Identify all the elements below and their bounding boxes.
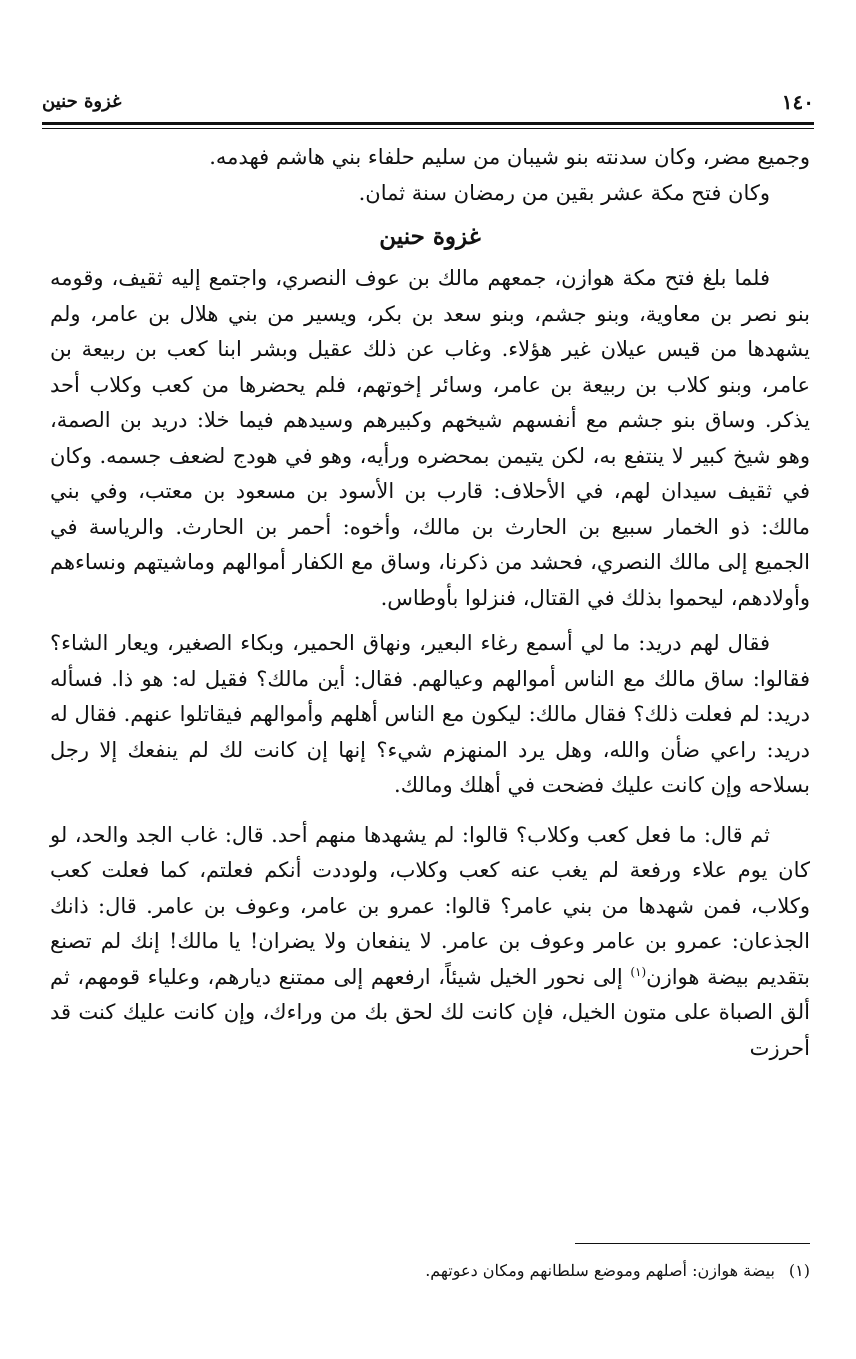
body-paragraph-3-part-2: إلى نحور الخيل شيئاً، ارفعهم إلى ممتنع ديارهم، وعلياء قومهم، ثم ألق الصباة على متون الخيل، فإن كانت لك لحق بك من وراءك، وإن كانت عليك كنت قد أحرزت (50, 964, 810, 1060)
body-paragraph-2: فقال لهم دريد: ما لي أسمع رغاء البعير، ونهاق الحمير، وبكاء الصغير، ويعار الشاء؟ فقالوا: ساق مالك مع الناس أموالهم وعيالهم. فقال: أين مالك؟ فقيل له: هو ذا. فسأله دريد: لم فعلت ذلك؟ فقال مالك: ليكون مع الناس أهلهم وأموالهم فيقاتلوا عنهم. فقال له دريد: راعي ضأن والله، وهل يرد المنهزم شيء؟ إنها إن كانت لك لم ينفعك إلا رجل بسلاحه وإن كانت عليك فضحت في أهلك ومالك. (50, 631, 810, 797)
footnote-reference[interactable]: (١) (630, 964, 647, 979)
page-body (50, 140, 810, 1066)
page-number: ١٤٠ (781, 90, 814, 114)
body-paragraph-3-part-1: ثم قال: ما فعل كعب وكلاب؟ قالوا: لم يشهدها منهم أحد. قال: غاب الجد والحد، لو كان يوم علاء ورفعة لم يغب عنه كعب وكلاب، ولوددت أنكم فعلتم، كما فعلت كعب وكلاب، فمن شهدها من بني عامر؟ قالوا: عمرو بن عامر، وعوف بن عامر. قال: ذانك الجذعان: عمرو بن عامر وعوف بن عامر. لا ينفعان ولا يضران! يا مالك! إنك لم تصنع بتقديم بيضة هوازن (50, 822, 810, 989)
footnote (50, 1258, 810, 1284)
footnote-text: بيضة هوازن: أصلهم وموضع سلطانهم ومكان دعوتهم. (425, 1261, 775, 1280)
header-rule-thick (42, 122, 814, 125)
intro-paragraph-2: وكان فتح مكة عشر بقين من رمضان سنة ثمان. (358, 180, 770, 205)
body-paragraph-1: فلما بلغ فتح مكة هوازن، جمعهم مالك بن عوف النصري، واجتمع إليه ثقيف، وقومه بنو نصر بن معاوية، وبنو جشم، وبنو سعد بن بكر، ويسير من بني هلال بن عامر، ولم يشهدها من قيس عيلان غير هؤلاء. وغاب عن ذلك عقيل وبشر ابنا كعب بن ربيعة بن عامر، وبنو كلاب بن ربيعة بن عامر، وسائر إخوتهم، فلم يحضرها من كعب وكلاب أحد يذكر. وساق بنو جشم مع أنفسهم شيخهم وكبيرهم وسيدهم فيما خلا: دريد بن الصمة، وهو شيخ كبير لا ينتفع به، لكن يتيمن بمحضره ورأيه، وهو في هودج لضعف جسمه. وكان في ثقيف سيدان لهم، في الأحلاف: قارب بن الأسود بن مسعود بن معتب، وفي بني مالك: ذو الخمار سبيع بن الحارث بن مالك، وأخوه: أحمر بن الحارث. والرياسة في الجميع إلى مالك النصري، فحشد من ذكرنا، وساق مع الكفار أموالهم وماشيتهم ونساءهم وأولادهم، ليحموا بذلك في القتال، فنزلوا بأوطاس. (50, 266, 810, 610)
footnote-divider (575, 1243, 810, 1244)
section-heading: غزوة حنين (379, 223, 481, 250)
footnote-marker: (١) (788, 1261, 810, 1280)
running-head (42, 88, 814, 120)
header-rule-thin (42, 128, 814, 129)
body-paragraph-3 (50, 818, 810, 1067)
intro-paragraph-1: وجميع مضر، وكان سدنته بنو شيبان من سليم حلفاء بني هاشم فهدمه. (209, 145, 810, 169)
running-head-title: غزوة حنين (42, 91, 122, 112)
